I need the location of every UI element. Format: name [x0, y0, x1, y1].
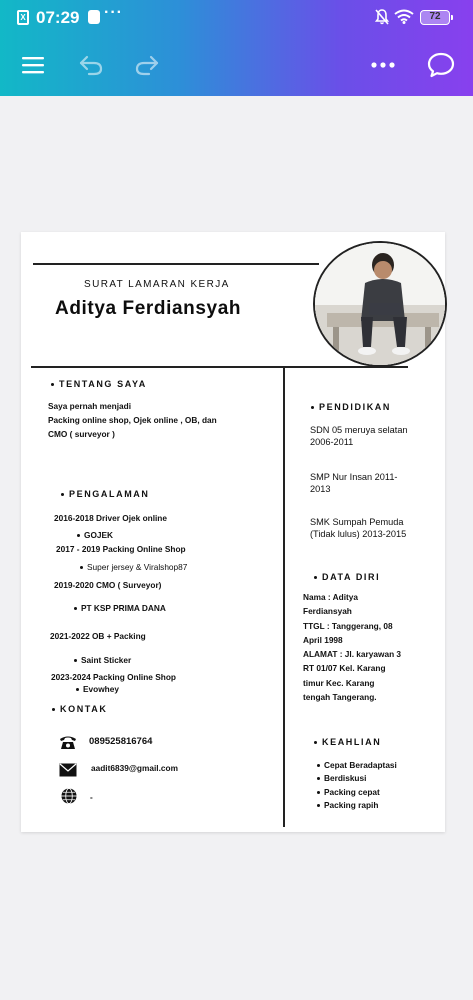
skill-item: Berdiskusi	[317, 773, 366, 784]
personal-line-4: April 1998	[303, 635, 343, 645]
comment-button[interactable]	[424, 48, 458, 82]
personal-data-heading: DATA DIRI	[314, 572, 380, 582]
personal-line-1: Nama : Aditya	[303, 592, 359, 602]
experience-item-1: 2016-2018 Driver Ojek online	[54, 513, 167, 523]
education-smp-1: SMP Nur Insan 2011-	[310, 472, 398, 482]
education-smk-1: SMK Sumpah Pemuda	[310, 517, 404, 527]
personal-line-7: timur Kec. Karang	[303, 678, 375, 688]
experience-item-1-company: GOJEK	[77, 530, 113, 541]
more-options-button[interactable]	[366, 48, 400, 82]
personal-line-6: RT 01/07 Kel. Karang	[303, 663, 386, 673]
skill-item: Cepat Beradaptasi	[317, 760, 397, 771]
education-smk-2: (Tidak lulus) 2013-2015	[310, 529, 407, 539]
app-header	[0, 0, 473, 96]
silent-icon	[374, 8, 390, 26]
menu-button[interactable]	[16, 48, 50, 82]
contact-email[interactable]: aadit6839@gmail.com	[91, 763, 178, 773]
sim-icon: X	[17, 10, 29, 25]
experience-item-2: 2017 - 2019 Packing Online Shop	[56, 544, 186, 554]
experience-item-4-company: Saint Sticker	[74, 655, 131, 666]
skills-heading: KEAHLIAN	[314, 737, 381, 747]
experience-item-3: 2019-2020 CMO ( Surveyor)	[54, 580, 162, 590]
undo-icon	[78, 54, 104, 76]
redo-icon	[134, 54, 160, 76]
status-bar	[0, 0, 473, 36]
menu-icon	[21, 55, 45, 75]
applicant-name: Aditya Ferdiansyah	[55, 298, 242, 319]
personal-line-2: Ferdiansyah	[303, 606, 352, 616]
contact-phone[interactable]: 089525816764	[89, 736, 153, 747]
redo-button[interactable]	[130, 48, 164, 82]
skill-item: Packing cepat	[317, 787, 380, 798]
phone-icon	[59, 734, 77, 750]
email-icon	[59, 762, 77, 778]
about-line-3: CMO ( surveyor )	[48, 429, 115, 439]
education-smp-2: 2013	[310, 484, 331, 494]
personal-line-8: tengah Tangerang.	[303, 692, 377, 702]
undo-button[interactable]	[74, 48, 108, 82]
experience-item-3-company: PT KSP PRIMA DANA	[74, 603, 166, 614]
education-sd-2: 2006-2011	[310, 437, 354, 447]
about-heading: TENTANG SAYA	[51, 379, 147, 389]
education-heading: PENDIDIKAN	[311, 402, 391, 412]
battery-icon: 72	[420, 10, 450, 25]
letter-title: SURAT LAMARAN KERJA	[84, 279, 230, 290]
column-divider	[283, 366, 285, 827]
contact-website: -	[90, 792, 93, 802]
status-time: 07:29	[36, 8, 80, 27]
recording-icon	[88, 10, 100, 24]
experience-item-2-company: Super jersey & Viralshop87	[80, 562, 187, 573]
globe-icon	[60, 788, 78, 804]
editor-toolbar	[0, 42, 473, 88]
education-sd-1: SDN 05 meruya selatan	[310, 425, 408, 435]
experience-heading: PENGALAMAN	[61, 489, 150, 499]
personal-line-3: TTGL : Tanggerang, 08	[303, 621, 393, 631]
about-line-1: Saya pernah menjadi	[48, 401, 132, 411]
header-top-rule	[33, 263, 319, 265]
personal-line-5: ALAMAT : Jl. karyawan 3	[303, 649, 402, 659]
contact-heading: KONTAK	[52, 704, 107, 714]
more-icon	[370, 61, 396, 69]
experience-item-4: 2021-2022 OB + Packing	[50, 631, 146, 641]
header-bottom-rule	[31, 366, 408, 368]
resume-page[interactable]	[21, 232, 445, 832]
experience-item-5: 2023-2024 Packing Online Shop	[51, 672, 176, 682]
skill-item: Packing rapih	[317, 800, 378, 811]
more-notifications-icon: ···	[104, 4, 123, 21]
wifi-icon	[394, 9, 414, 24]
profile-photo	[313, 241, 447, 367]
comment-icon	[427, 52, 455, 78]
experience-item-5-company: Evowhey	[76, 684, 119, 695]
about-line-2: Packing online shop, Ojek online , OB, dan	[48, 415, 217, 425]
